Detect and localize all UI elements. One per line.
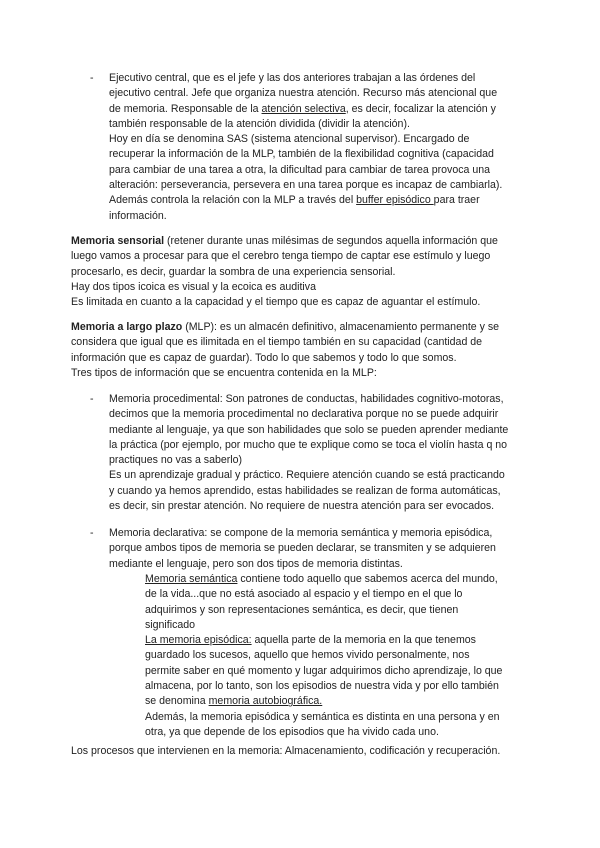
memoria-declarativa-paragraph	[109, 526, 496, 572]
text-line: para cambiar de una tarea a otra, la dificultad para cambiar de tarea provoca una	[109, 163, 491, 176]
text-segment: (MLP): es un almacén definitivo, almacenamiento permanente y se	[182, 321, 500, 333]
text-line	[109, 102, 502, 117]
text-line: información.	[109, 209, 167, 222]
bullet-marker: -	[90, 393, 94, 405]
text-line: Los procesos que intervienen en la memoria: Almacenamiento, codificación y recuperación.	[71, 745, 501, 757]
text-line: Ejecutivo central, que es el jefe y las dos anteriores trabajan a las órdenes del	[109, 72, 476, 84]
text-line: de la vida...que no está asociado al espacio y el tiempo en el que lo	[145, 588, 463, 601]
text-segment: para traer	[433, 194, 480, 207]
text-line: Memoria procedimental: Son patrones de conductas, habilidades cognitivo-motoras,	[109, 393, 504, 405]
atencion-selectiva-link[interactable]: atención selectiva	[261, 102, 346, 115]
text-line: practiques no vas a saberlo)	[109, 454, 243, 467]
text-line: mediante el lenguaje, pero son dos tipos de memoria distintas.	[109, 557, 403, 570]
text-segment: de memoria. Responsable de la	[109, 102, 262, 115]
text-line: mediante al lenguaje, ya que son habilidades que solo se pueden aprender mediante	[109, 423, 509, 436]
text-line: la práctica (por ejemplo, por mucho que te explique como se toca el violín hasta q no	[109, 438, 508, 451]
text-line: adquirimos y son representaciones semántica, es decir, que tienen	[145, 603, 459, 616]
text-line: Memoria declarativa: se compone de la memoria semántica y memoria episódica,	[109, 527, 493, 539]
memoria-semantica-episodica-block	[145, 572, 502, 740]
text-line: Hoy en día se denomina SAS (sistema atencional supervisor). Encargado de	[109, 133, 470, 146]
ejecutivo-central-paragraph	[109, 71, 502, 224]
text-line: almacena, por lo tanto, son los episodios de nuestra vida y por ello también	[145, 680, 499, 693]
text-line: luego vamos a procesar para que el cerebro tenga tiempo de captar ese estímulo y luego	[71, 250, 491, 263]
text-line	[71, 234, 498, 249]
text-line: Es limitada en cuanto a la capacidad y el tiempo que es capaz de aguantar el estímulo.	[71, 296, 481, 309]
text-line: permite saber en qué momento y lugar adquirimos dicho aprendizaje, lo que	[145, 664, 503, 677]
text-line: Es un aprendizaje gradual y práctico. Requiere atención cuando se está practicando	[109, 469, 505, 482]
memoria-largo-plazo-paragraph	[71, 320, 499, 381]
text-line: guardado los sucesos, aquello que hemos vivido personalmente, nos	[145, 649, 470, 662]
text-line: también responsable de la atención dividida (dividir la atención).	[109, 117, 410, 130]
text-segment: se denomina	[145, 695, 209, 708]
text-line: otra, ya que depende de los episodios que ha vivido cada uno.	[145, 725, 439, 738]
text-line	[145, 694, 502, 709]
text-line	[109, 193, 502, 208]
text-segment: (retener durante unas milésimas de segundos aquella información que	[164, 235, 498, 247]
text-segment: Además controla la relación con la MLP a través del	[109, 194, 357, 207]
text-segment: , es decir, focalizar la atención y	[345, 102, 496, 115]
text-line	[145, 633, 502, 648]
memoria-procedimental-paragraph	[109, 392, 508, 514]
memoria-episodica-term: La memoria episódica:	[145, 634, 252, 647]
text-line: significado	[145, 618, 196, 631]
text-line	[145, 572, 502, 587]
text-line: porque ambos tipos de memoria se pueden declarar, se transmiten y se adquieren	[109, 542, 496, 555]
text-line: Tres tipos de información que se encuentra contenida en la MLP:	[71, 366, 377, 379]
memoria-sensorial-paragraph	[71, 234, 498, 310]
bullet-marker: -	[90, 527, 94, 539]
text-line: procesarlo, es decir, guardar la sombra de una experiencia sensorial.	[71, 265, 396, 278]
memoria-semantica-term: Memoria semántica	[145, 573, 238, 585]
section-heading: Memoria sensorial	[71, 235, 165, 247]
text-line: y cuando ya hemos aprendido, estas habilidades se realizan de forma automáticas,	[109, 484, 501, 497]
bullet-marker: -	[90, 72, 94, 84]
text-line: Además, la memoria episódica y semántica es distinta en una persona y en	[145, 710, 500, 723]
buffer-episodico-link[interactable]: buffer episódico	[356, 194, 434, 207]
text-segment: aquella parte de la memoria en la que tenemos	[251, 634, 476, 647]
text-line: es decir, sin prestar atención. No requiere de nuestra atención para ser evocados.	[109, 500, 495, 513]
text-line: recuperar la información de la MLP, también de la flexibilidad cognitiva (capacidad	[109, 148, 494, 161]
text-line: ejecutivo central. Jefe que organiza nuestra atención. Recurso más atencional que	[109, 87, 498, 100]
section-heading: Memoria a largo plazo	[71, 321, 183, 333]
text-segment: contiene todo aquello que sabemos acerca del mundo,	[237, 573, 498, 585]
text-line: alteración: perseverancia, persevera en una tarea porque es incapaz de cambiarla).	[109, 179, 503, 192]
text-line: considera que igual que es ilimitada en el tiempo también en su capacidad (cantidad de	[71, 336, 483, 349]
text-line	[71, 320, 499, 335]
procesos-paragraph	[71, 744, 500, 759]
text-line: información que es capaz de guardar). Todo lo que sabemos y todo lo que somos.	[71, 351, 457, 364]
text-line: decimos que la memoria procedimental no declarativa porque no se puede adquirir	[109, 408, 499, 421]
text-line: Hay dos tipos icoica es visual y la ecoica es auditiva	[71, 280, 316, 293]
memoria-autobiografica-link[interactable]: memoria autobiográfica.	[208, 695, 323, 708]
